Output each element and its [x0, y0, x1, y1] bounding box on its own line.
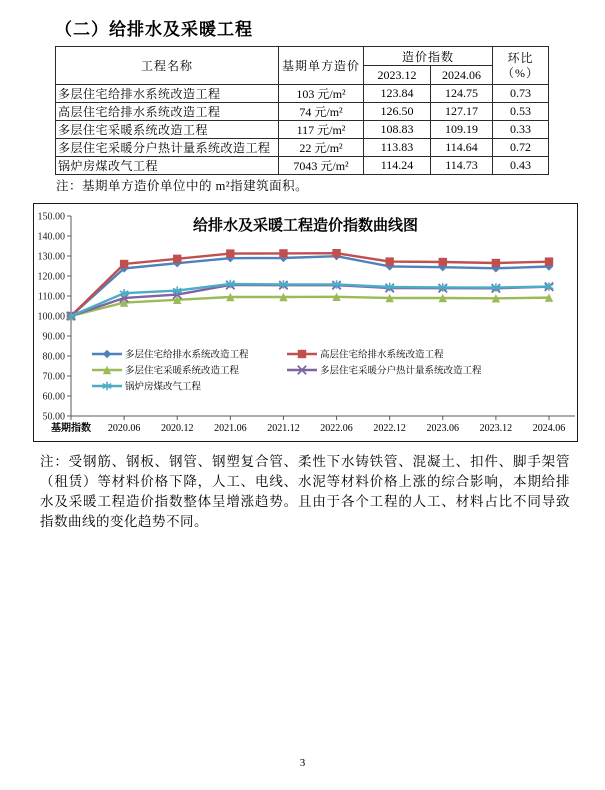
- mom-value: 0.33: [493, 121, 549, 139]
- x-tick-label: 2020.06: [107, 423, 141, 434]
- square-marker: [385, 257, 393, 265]
- table-row: [56, 121, 549, 139]
- page-number: 3: [299, 757, 306, 769]
- mom-value: 0.72: [493, 139, 549, 157]
- legend-label: 高层住宅给排水系统改造工程: [320, 350, 444, 361]
- square-marker: [492, 259, 500, 267]
- y-tick-label: 50.00: [42, 411, 65, 423]
- index-2024-06: 127.17: [431, 103, 493, 121]
- legend-label: 多层住宅给排水系统改造工程: [125, 350, 249, 361]
- project-name: 锅炉房煤改气工程: [56, 157, 279, 175]
- table-row: [56, 85, 549, 103]
- legend-label: 锅炉房煤改气工程: [125, 382, 202, 393]
- index-2024-06: 109.19: [431, 121, 493, 139]
- square-marker: [545, 257, 553, 265]
- square-marker: [226, 249, 234, 257]
- x-tick-label: 2023.12: [479, 423, 513, 434]
- x-tick-label: 2024.06: [532, 423, 566, 434]
- table-row: [56, 157, 549, 175]
- x-tick-label: 2021.06: [214, 423, 247, 434]
- col-header-mom: [493, 47, 549, 85]
- y-tick-label: 110.00: [37, 291, 65, 303]
- base-cost: 117 元/m²: [279, 121, 364, 139]
- y-tick-label: 60.00: [42, 391, 65, 403]
- y-tick-label: 120.00: [37, 271, 65, 283]
- square-marker: [298, 350, 306, 358]
- index-2024-06: 124.75: [431, 85, 493, 103]
- index-2024-06: 114.73: [431, 157, 493, 175]
- index-2023-12: 108.83: [364, 121, 431, 139]
- base-cost: 103 元/m²: [279, 85, 364, 103]
- x-tick-label: 2023.06: [426, 423, 460, 434]
- x-tick-label: 2022.12: [373, 423, 406, 434]
- chart-title: 给排水及采暖工程造价指数曲线图: [192, 218, 419, 234]
- project-name: 多层住宅采暖系统改造工程: [56, 121, 279, 139]
- col-header-mom-line1: 环比: [507, 50, 534, 65]
- y-tick-label: 150.00: [37, 211, 65, 223]
- col-header-period-1: 2023.12: [364, 66, 431, 85]
- col-header-cost-index: 造价指数: [364, 47, 493, 66]
- index-2023-12: 126.50: [364, 103, 431, 121]
- table-row: [56, 103, 549, 121]
- table-note: 注：基期单方造价单位中的 m²指建筑面积。: [56, 179, 309, 193]
- legend-label: 多层住宅采暖分户热计量系统改造工程: [320, 366, 482, 377]
- square-marker: [173, 255, 181, 263]
- mom-value: 0.53: [493, 103, 549, 121]
- col-header-project-name: 工程名称: [56, 47, 279, 85]
- col-header-period-2: 2024.06: [431, 66, 493, 85]
- diamond-marker: [103, 350, 111, 358]
- x-tick-label: 2021.12: [267, 423, 300, 434]
- y-tick-label: 90.00: [42, 331, 65, 343]
- base-cost: 22 元/m²: [279, 139, 364, 157]
- base-cost: 7043 元/m²: [279, 157, 364, 175]
- y-tick-label: 130.00: [37, 251, 65, 263]
- index-2024-06: 114.64: [431, 139, 493, 157]
- col-header-base-cost: 基期单方造价: [279, 47, 364, 85]
- cost-index-table: [55, 46, 549, 175]
- page-title: （二）给排水及采暖工程: [55, 20, 253, 39]
- cost-index-line-chart: [34, 204, 577, 441]
- square-marker: [120, 260, 128, 268]
- legend-label: 多层住宅采暖系统改造工程: [125, 366, 240, 377]
- square-marker: [439, 258, 447, 266]
- index-2023-12: 114.24: [364, 157, 431, 175]
- index-2023-12: 123.84: [364, 85, 431, 103]
- y-tick-label: 70.00: [42, 371, 65, 383]
- table-header-row: [56, 47, 549, 66]
- x-tick-label: 2022.06: [320, 423, 353, 434]
- project-name: 多层住宅给排水系统改造工程: [56, 85, 279, 103]
- table-row: [56, 139, 549, 157]
- square-marker: [332, 249, 340, 257]
- mom-value: 0.43: [493, 157, 549, 175]
- y-tick-label: 80.00: [42, 351, 65, 363]
- square-marker: [279, 249, 287, 257]
- y-tick-label: 100.00: [37, 311, 65, 323]
- mom-value: 0.73: [493, 85, 549, 103]
- project-name: 多层住宅采暖分户热计量系统改造工程: [56, 139, 279, 157]
- col-header-mom-line2: （%）: [502, 65, 540, 80]
- chart-footnote: 注：受钢筋、钢板、钢管、钢塑复合管、柔性下水铸铁管、混凝土、扣件、脚手架管（租赁）等材料价格下降，人工、电线、水泥等材料价格上涨的综合影响，本期给排水及采暖工程造价指数整体呈增涨趋势。且由于各个工程的人工、材料占比不同导致指数曲线的变化趋势不同。: [40, 454, 570, 529]
- series-line: [71, 297, 549, 316]
- project-name: 高层住宅给排水系统改造工程: [56, 103, 279, 121]
- chart-panel: [33, 203, 578, 442]
- base-cost: 74 元/m²: [279, 103, 364, 121]
- x-tick-label: 基期指数: [51, 423, 91, 434]
- y-tick-label: 140.00: [37, 231, 65, 243]
- x-tick-label: 2020.12: [160, 423, 194, 434]
- index-2023-12: 113.83: [364, 139, 431, 157]
